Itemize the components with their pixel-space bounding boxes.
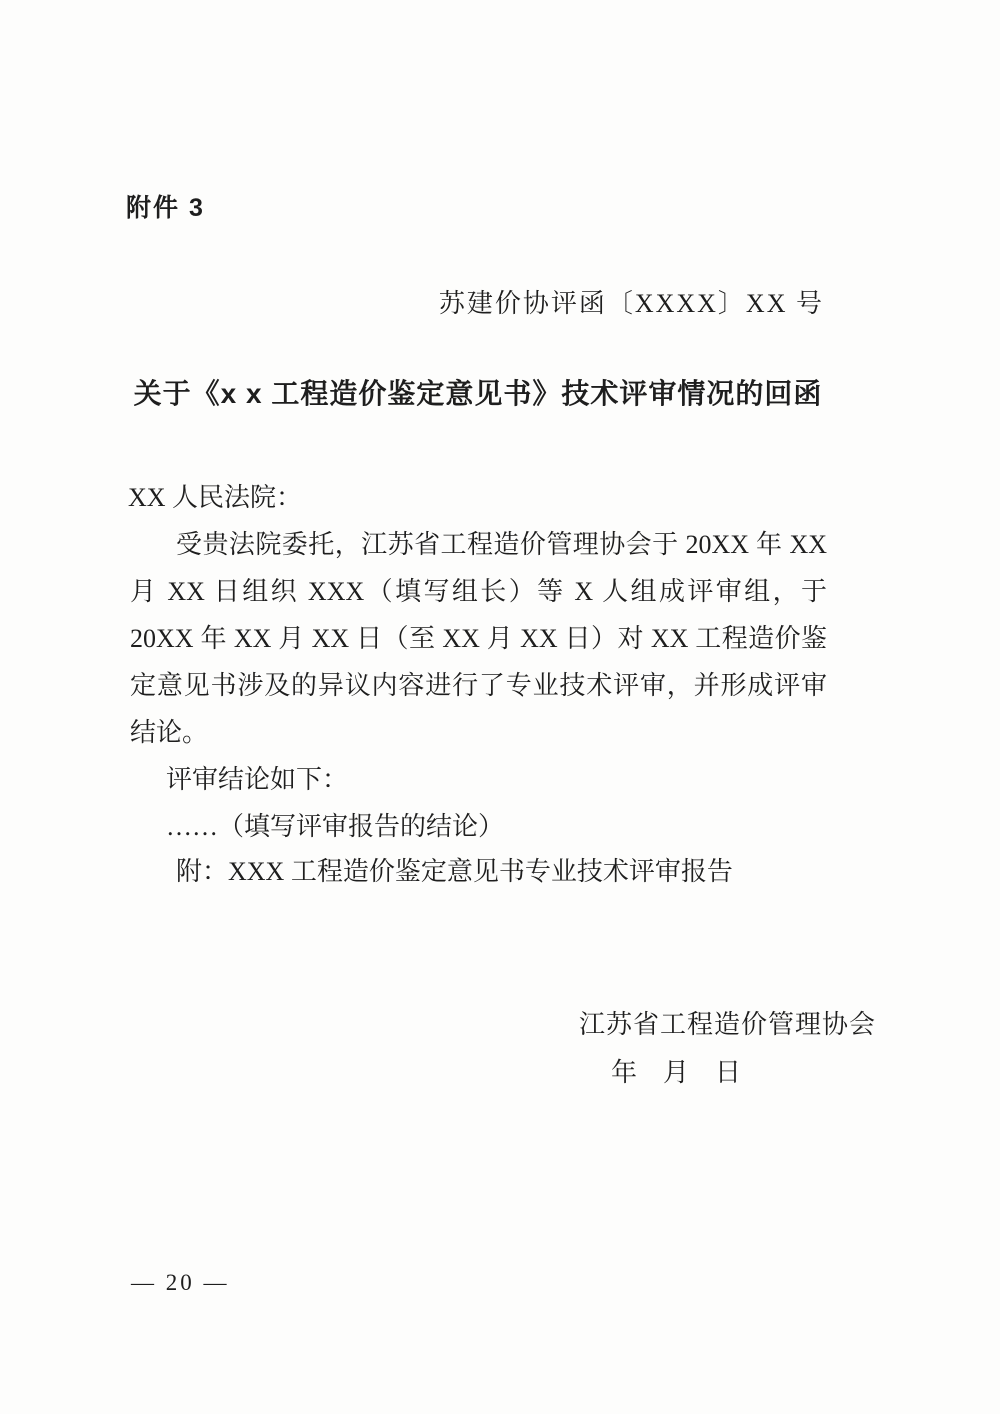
signature-date-line: 年 月 日: [611, 1058, 742, 1087]
signature-organization: 江苏省工程造价管理协会: [579, 1010, 877, 1039]
document-reference-number: 苏建价协评函〔XXXX〕XX 号: [438, 289, 824, 318]
page-number: — 20 —: [131, 1270, 230, 1295]
body-paragraph: 受贵法院委托，江苏省工程造价管理协会于 20XX 年 XX 月 XX 日组织 XXX（填写组长）等 X 人组成评审组，于 20XX 年 XX 月 XX 日（至 XX 月 XX 日）对 XX 工程造价鉴定意见书涉及的异议内容进行了专业技术评审，并形成评审结论。: [130, 530, 827, 747]
conclusion-intro: 评审结论如下：: [166, 765, 349, 794]
document-title: 关于《x x 工程造价鉴定意见书》技术评审情况的回函: [133, 378, 823, 409]
conclusion-placeholder: ……（填写评审报告的结论）: [166, 812, 505, 841]
salutation: XX 人民法院：: [128, 483, 303, 512]
attachment-label: 附件 3: [126, 194, 205, 222]
letter-body: [130, 521, 827, 850]
attachment-note: 附：XXX 工程造价鉴定意见书专业技术评审报告: [176, 857, 733, 886]
